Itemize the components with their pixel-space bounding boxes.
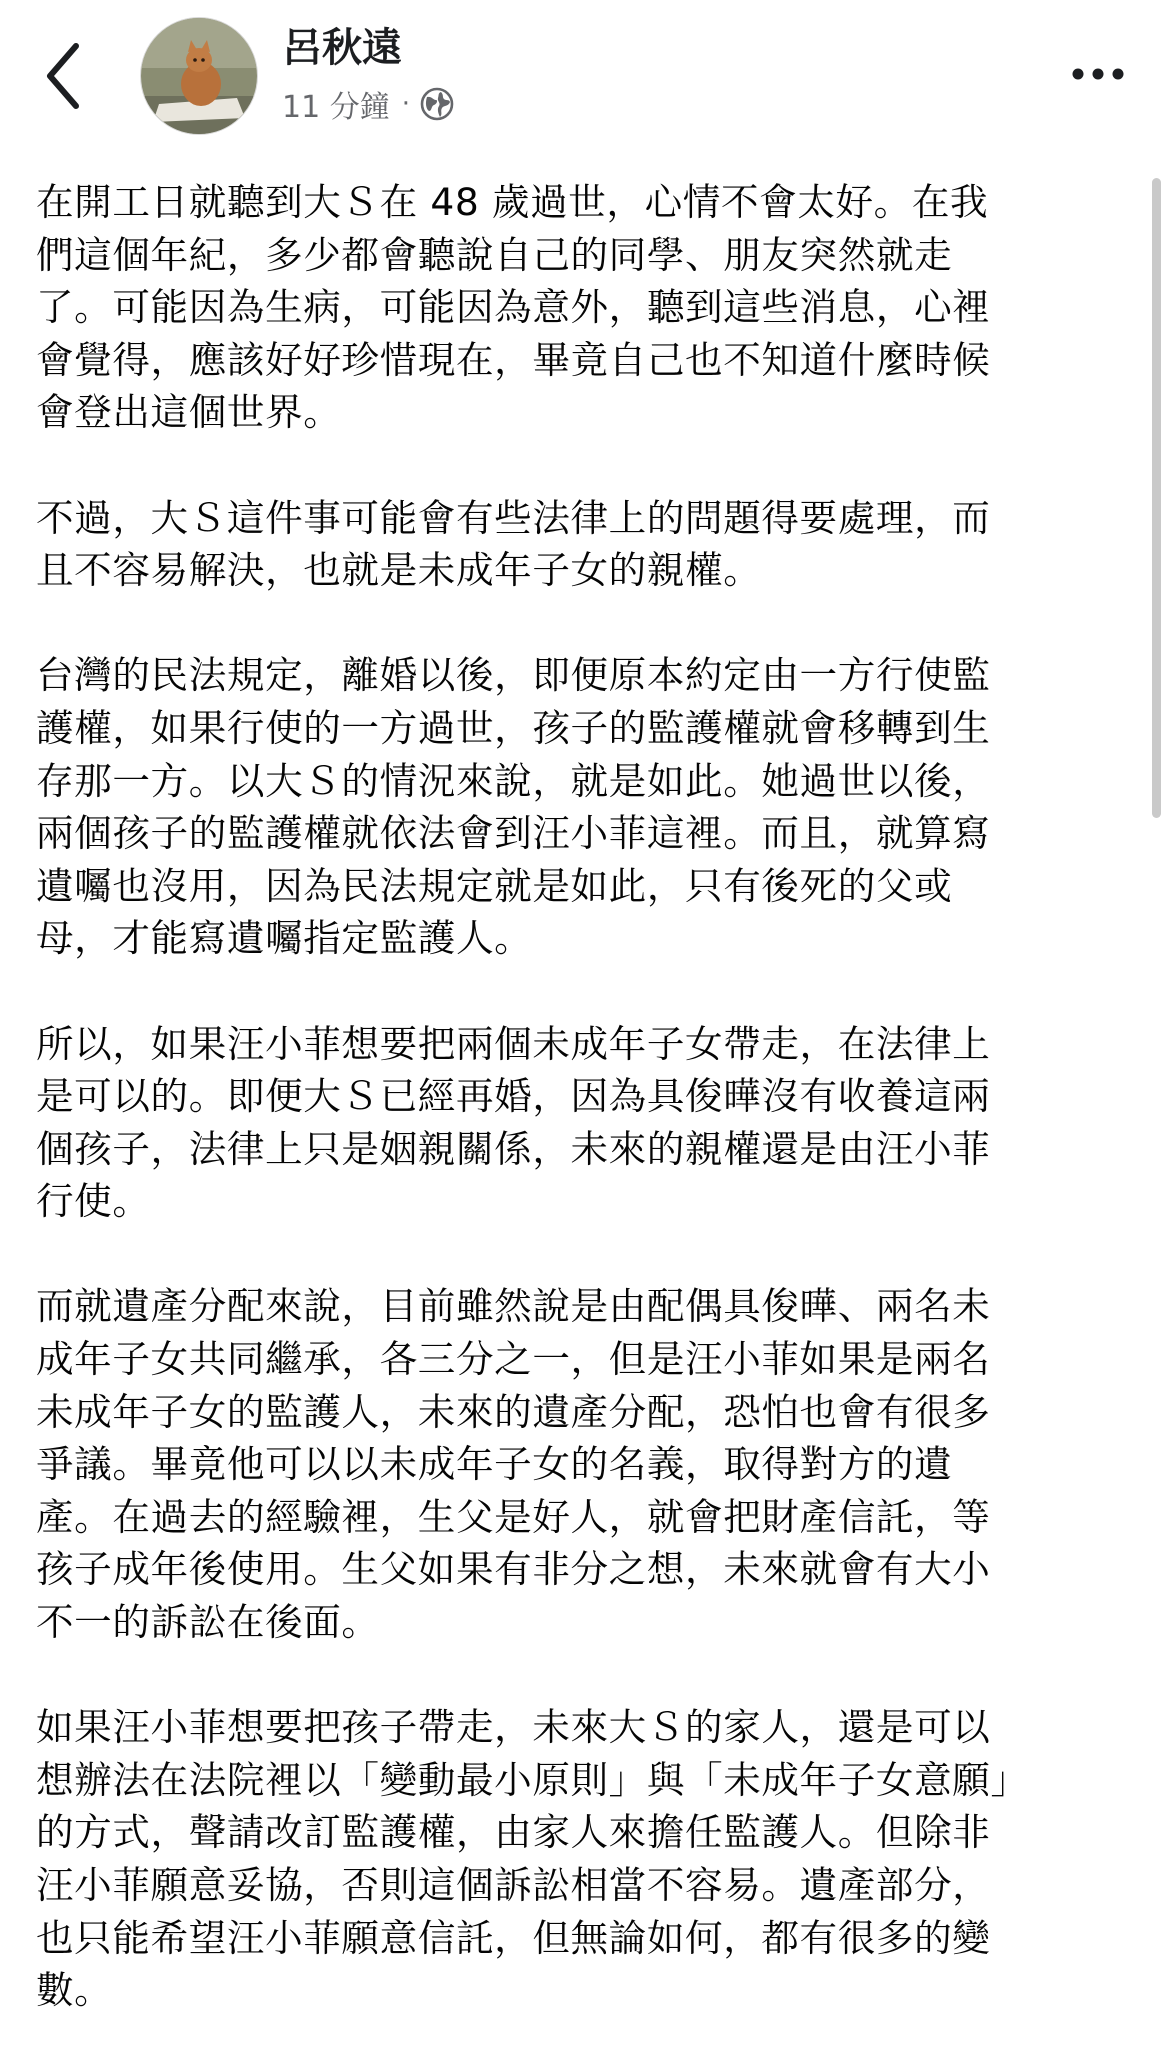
post-body [36, 176, 1126, 2069]
post-paragraph: 在開工日就聽到大Ｓ在 48 歲過世，心情不會太好。在我 們這個年紀，多少都會聽說自己的同學、朋友突然就走 了。可能因為生病，可能因為意外，聽到這些消息，心裡 會覺得，應該好好珍惜現在，畢竟自己也不知道什麼時候 會登出這個世界。 [36, 180, 991, 435]
post-paragraph: 而就遺產分配來說，目前雖然說是由配偶具俊曄、兩名未 成年子女共同繼承，各三分之一，但是汪小菲如果是兩名 未成年子女的監護人，未來的遺產分配，恐怕也會有很多 爭議。畢竟他可以以未成年子女的名義，取得對方的遺 產。在過去的經驗裡，生父是好人，就會把財產信託，等 孩子成年後使用。生父如果有非分之想，未來就會有大小 不一的訴訟在後面。 [36, 1284, 991, 1645]
post-paragraph: 所以，如果汪小菲想要把兩個未成年子女帶走，在法律上 是可以的。即便大Ｓ已經再婚，因為具俊曄沒有收養這兩 個孩子，法律上只是姻親關係，未來的親權還是由汪小菲 行使。 [36, 1021, 991, 1224]
meta-separator: · [401, 89, 410, 119]
cat-avatar-image [141, 18, 257, 134]
globe-icon[interactable] [420, 87, 454, 121]
avatar[interactable] [140, 17, 258, 135]
scrollbar-thumb[interactable] [1152, 178, 1161, 818]
post-paragraph: 不過，大Ｓ這件事可能會有些法律上的問題得要處理，而 且不容易解決，也就是未成年子女的親權。 [36, 495, 991, 593]
more-options-button[interactable] [1068, 56, 1128, 92]
post-paragraph: 台灣的民法規定，離婚以後，即便原本約定由一方行使監 護權，如果行使的一方過世，孩子的監護權就會移轉到生 存那一方。以大Ｓ的情況來說，就是如此。她過世以後， 兩個孩子的監護權就依法會到汪小菲這裡。而且，就算寫 遺囑也沒用，因為民法規定就是如此，只有後死的父或 母，才能寫遺囑指定監護人。 [36, 653, 991, 961]
back-button[interactable] [40, 36, 96, 116]
post-timestamp[interactable]: 11 分鐘 [282, 90, 390, 125]
post-meta [282, 82, 454, 126]
post-paragraph: 如果汪小菲想要把孩子帶走，未來大Ｓ的家人，還是可以 想辦法在法院裡以「變動最小原則」與「未成年子女意願」 的方式，聲請改訂監護權，由家人來擔任監護人。但除非 汪小菲願意妥協，否則這個訴訟相當不容易。遺產部分， 也只能希望汪小菲願意信託，但無論如何，都有很多的變 數。 [36, 1705, 1029, 2013]
post-header [0, 0, 1169, 150]
author-name[interactable]: 呂秋遠 [282, 25, 402, 71]
chevron-left-icon [40, 36, 96, 116]
more-horizontal-icon [1068, 56, 1128, 92]
